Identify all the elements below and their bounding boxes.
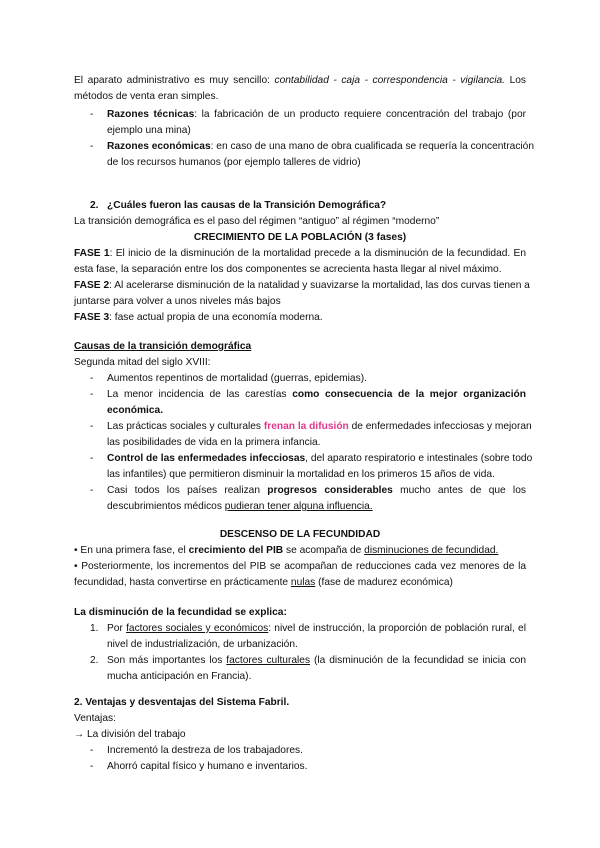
explica-item-2-line-2: mucha anticipación en Francia). [107, 671, 252, 682]
fecundidad-p2-line-1: • Posteriormente, los incrementos del PIB se acompañan de reducciones cada vez menores de la [74, 561, 526, 572]
causa-item-3-line-2: las posibilidades de vida en la primera infancia. [107, 437, 321, 448]
explica-number-2: 2. [90, 655, 99, 666]
bullet-dash: - [90, 761, 94, 772]
intro-line-2: métodos de venta eran simples. [74, 91, 219, 102]
fase-2-line-2: juntarse para volver a unos niveles más bajos [74, 296, 281, 307]
causa-item-5-line-2: descubrimientos médicos pudieran tener alguna influencia. [107, 501, 373, 512]
eco-reasons-line-1: Razones económicas: en caso de una mano de obra cualificada se requería la concentración [107, 141, 535, 152]
bullet-dash: - [90, 421, 94, 432]
causas-subtitle: Segunda mitad del siglo XVIII: [74, 357, 211, 368]
tech-reasons-line-1: Razones técnicas: la fabricación de un producto requiere concentración del trabajo (por [107, 109, 526, 120]
bullet-dash: - [90, 745, 94, 756]
bullet-dash: - [90, 453, 94, 464]
intro-line-1: El aparato administrativo es muy sencillo: contabilidad - caja - correspondencia - vigilancia. Los [74, 75, 526, 86]
ventaja-item-1: Incrementó la destreza de los trabajadores. [107, 745, 303, 756]
bullet-dash: - [90, 109, 94, 120]
bullet-dash: - [90, 373, 94, 384]
division-trabajo-item: → La división del trabajo [74, 729, 186, 740]
heading-crecimiento: CRECIMIENTO DE LA POBLACIÓN (3 fases) [193, 232, 407, 243]
causas-title: Causas de la transición demográfica [74, 341, 252, 352]
causa-item-4-line-2: las infantiles) que permitieron disminuir la mortalidad en los primeros 15 años de vida. [107, 469, 495, 480]
heading-fecundidad: DESCENSO DE LA FECUNDIDAD [219, 529, 381, 540]
explica-item-1-line-2: nivel de industrialización, de urbanización. [107, 639, 298, 650]
question-title: ¿Cuáles fueron las causas de la Transición Demográfica? [107, 200, 387, 211]
tech-reasons-line-2: ejemplo una mina) [107, 125, 191, 136]
fase-3-line: FASE 3: fase actual propia de una economía moderna. [74, 312, 323, 323]
eco-reasons-line-2: de los recursos humanos (por ejemplo talleres de vidrio) [107, 157, 361, 168]
explica-item-2-line-1: Son más importantes los factores culturales (la disminución de la fecundidad se inicia con [107, 655, 527, 666]
ventajas-label: Ventajas: [74, 713, 116, 724]
ventaja-item-2: Ahorró capital físico y humano e inventarios. [107, 761, 308, 772]
explica-number-1: 1. [90, 623, 99, 634]
fecundidad-p2-line-2: fecundidad, hasta convertirse en prácticamente nulas (fase de madurez económica) [74, 577, 453, 588]
causa-item-4-line-1: Control de las enfermedades infecciosas, del aparato respiratorio e intestinales (sobre todo [107, 453, 533, 464]
causa-item-1: Aumentos repentinos de mortalidad (guerras, epidemias). [107, 373, 367, 384]
fabril-title: 2. Ventajas y desventajas del Sistema Fabril. [74, 697, 290, 708]
fase-2-line-1: FASE 2: Al acelerarse disminución de la natalidad y suavizarse la mortalidad, las dos curvas tienen a [74, 280, 530, 291]
bullet-dash: - [90, 389, 94, 400]
question-number: 2. [90, 200, 99, 211]
bullet-dash: - [90, 141, 94, 152]
fase-1-line-1: FASE 1: El inicio de la disminución de la mortalidad precede a la disminución de la fecundidad. En [74, 248, 526, 259]
definition: La transición demográfica es el paso del régimen “antiguo” al régimen “moderno” [74, 216, 440, 227]
causa-item-2-line-2: económica. [107, 405, 164, 416]
explica-item-1-line-1: Por factores sociales y económicos: nivel de instrucción, la proporción de población rural, el [107, 623, 526, 634]
explica-title: La disminución de la fecundidad se explica: [74, 607, 287, 618]
fase-1-line-2: esta fase, la separación entre los dos componentes se acrecienta hasta llegar al nivel máximo. [74, 264, 502, 275]
causa-item-2-line-1: La menor incidencia de las carestías como consecuencia de la mejor organización [107, 389, 526, 400]
fecundidad-p1: • En una primera fase, el crecimiento del PIB se acompaña de disminuciones de fecundidad. [74, 545, 499, 556]
causa-item-5-line-1: Casi todos los países realizan progresos considerables mucho antes de que los [107, 485, 526, 496]
causa-item-3-line-1: Las prácticas sociales y culturales frenan la difusión de enfermedades infecciosas y mejoran [107, 421, 532, 432]
bullet-dash: - [90, 485, 94, 496]
